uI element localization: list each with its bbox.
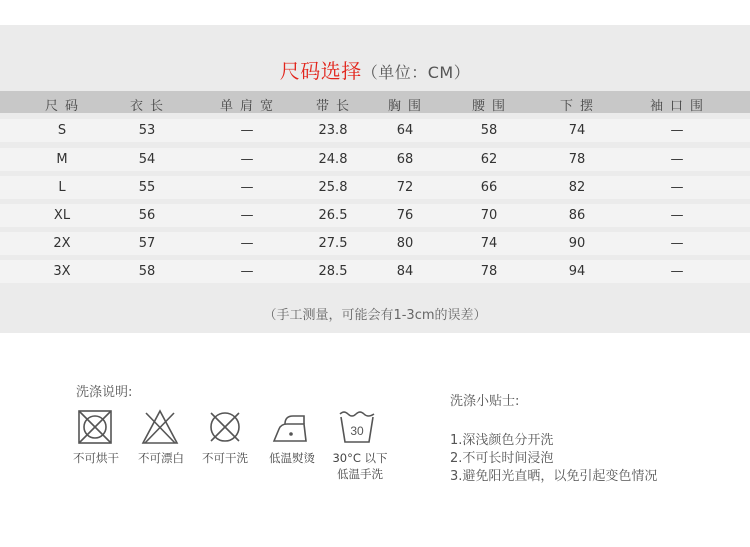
table-cell: 55 <box>138 180 156 195</box>
table-cell: — <box>240 208 254 223</box>
low-temp-iron-icon <box>271 408 309 446</box>
wash-temp-text: 30 <box>350 424 364 438</box>
icon-label-low-temp-iron: 低温熨烫 <box>269 451 315 465</box>
table-cell: 72 <box>396 180 414 195</box>
table-cell: 84 <box>396 264 414 279</box>
no-bleach-icon <box>141 408 179 446</box>
table-cell: 53 <box>138 123 156 138</box>
table-cell: — <box>240 180 254 195</box>
title-main: 尺码选择 <box>279 59 362 83</box>
table-cell: — <box>240 123 254 138</box>
table-cell: 90 <box>568 236 586 251</box>
washing-title: 洗涤说明: <box>76 385 133 400</box>
table-cell: 66 <box>480 180 498 195</box>
table-cell: 56 <box>138 208 156 223</box>
table-cell: S <box>57 123 67 138</box>
table-cell: — <box>670 152 684 167</box>
table-cell: 68 <box>396 152 414 167</box>
table-cell: 76 <box>396 208 414 223</box>
table-cell: — <box>670 208 684 223</box>
table-cell: — <box>240 236 254 251</box>
table-cell: 64 <box>396 123 414 138</box>
tips-title: 洗涤小贴士: <box>450 394 520 409</box>
table-cell: 26.5 <box>318 208 348 223</box>
table-cell: — <box>670 236 684 251</box>
icon-label-no-tumble-dry: 不可烘干 <box>73 451 119 465</box>
tip-item: 3.避免阳光直晒，以免引起变色情况 <box>450 469 658 484</box>
icon-label-no-dry-clean: 不可干洗 <box>202 451 248 465</box>
table-cell: L <box>58 180 66 195</box>
table-cell: 27.5 <box>318 236 348 251</box>
table-cell: — <box>670 180 684 195</box>
table-cell: 80 <box>396 236 414 251</box>
title-unit: （单位：CM） <box>361 63 471 82</box>
table-cell: 78 <box>568 152 586 167</box>
table-header-cell: 胸围 <box>387 99 428 114</box>
table-cell: — <box>670 264 684 279</box>
table-cell: 28.5 <box>318 264 348 279</box>
table-header-cell: 下摆 <box>559 99 600 114</box>
table-cell: 23.8 <box>318 123 348 138</box>
size-chart-title <box>0 55 750 84</box>
table-cell: 94 <box>568 264 586 279</box>
tip-item: 2.不可长时间浸泡 <box>450 451 554 466</box>
table-cell: — <box>670 123 684 138</box>
icon-label-hand-wash: 30°C 以下 <box>332 451 388 465</box>
table-cell: 3X <box>53 264 71 279</box>
table-header-cell: 单肩宽 <box>219 99 280 114</box>
table-cell: 78 <box>480 264 498 279</box>
table-cell: — <box>240 152 254 167</box>
no-tumble-dry-icon <box>76 408 114 446</box>
measurement-note: （手工测量，可能会有1-3cm的误差） <box>263 308 487 323</box>
table-cell: — <box>240 264 254 279</box>
icon-label-hand-wash-2: 低温手洗 <box>337 467 383 481</box>
table-cell: 54 <box>138 152 156 167</box>
table-cell: 2X <box>53 236 71 251</box>
table-cell: 24.8 <box>318 152 348 167</box>
table-header-cell: 腰围 <box>471 99 512 114</box>
table-cell: 74 <box>568 123 586 138</box>
no-dry-clean-icon <box>206 408 244 446</box>
table-cell: 58 <box>480 123 498 138</box>
table-header-cell: 尺码 <box>44 99 85 114</box>
table-header-cell: 带长 <box>315 99 356 114</box>
hand-wash-30-icon <box>338 408 376 446</box>
tip-item: 1.深浅颜色分开洗 <box>450 433 554 448</box>
icon-label-no-bleach: 不可漂白 <box>138 451 184 465</box>
table-cell: XL <box>53 208 71 223</box>
table-cell: 74 <box>480 236 498 251</box>
table-cell: 82 <box>568 180 586 195</box>
table-header-cell: 衣长 <box>129 99 170 114</box>
table-cell: 86 <box>568 208 586 223</box>
table-cell: 62 <box>480 152 498 167</box>
table-cell: 25.8 <box>318 180 348 195</box>
table-cell: M <box>56 152 68 167</box>
table-cell: 70 <box>480 208 498 223</box>
table-cell: 57 <box>138 236 156 251</box>
table-header-cell: 袖口围 <box>649 99 710 114</box>
table-cell: 58 <box>138 264 156 279</box>
